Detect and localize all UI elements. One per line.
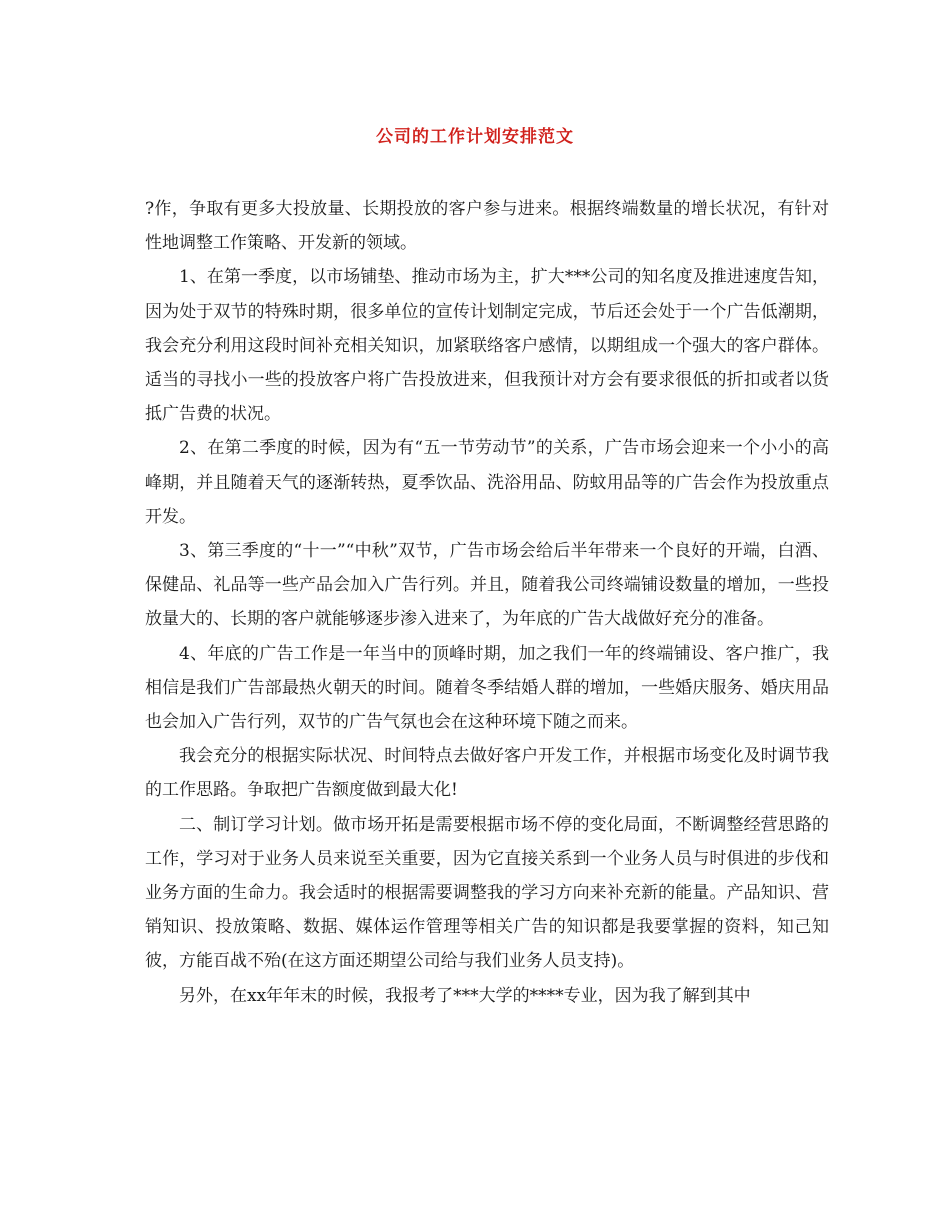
paragraph: 1、在第一季度，以市场铺垫、推动市场为主，扩大***公司的知名度及推进速度告知，因为处于双节的特殊时期，很多单位的宣传计划制定完成，节后还会处于一个广告低潮期，我会充分利用这段时间补充相关知识，加紧联络客户感情，以期组成一个强大的客户群体。适当的寻找小一些的投放客户将广告投放进来，但我预计对方会有要求很低的折扣或者以货抵广告费的状况。: [145, 267, 829, 425]
document-title: 公司的工作计划安排范文: [376, 127, 574, 147]
paragraph: 二、制订学习计划。做市场开拓是需要根据市场不停的变化局面，不断调整经营思路的工作，学习对于业务人员来说至关重要，因为它直接关系到一个业务人员与时俱进的步伐和业务方面的生命力。我会适时的根据需要调整我的学习方向来补充新的能量。产品知识、营销知识、投放策略、数据、媒体运作管理等相关广告的知识都是我要掌握的资料，知己知彼，方能百战不殆(在这方面还期望公司给与我们业务人员支持)。: [145, 814, 829, 972]
paragraph: 3、第三季度的“十一”“中秋”双节，广告市场会给后半年带来一个良好的开端，白酒、保健品、礼品等一些产品会加入广告行列。并且，随着我公司终端铺设数量的增加，一些投放量大的、长期的客户就能够逐步渗入进来了，为年底的广告大战做好充分的准备。: [145, 541, 829, 630]
document-body: [145, 192, 829, 1013]
paragraph: 我会充分的根据实际状况、时间特点去做好客户开发工作，并根据市场变化及时调节我的工作思路。争取把广告额度做到最大化!: [145, 746, 829, 801]
paragraph: 4、年底的广告工作是一年当中的顶峰时期，加之我们一年的终端铺设、客户推广，我相信是我们广告部最热火朝天的时间。随着冬季结婚人群的增加，一些婚庆服务、婚庆用品也会加入广告行列，双节的广告气氛也会在这种环境下随之而来。: [145, 643, 829, 733]
paragraph: ?作，争取有更多大投放量、长期投放的客户参与进来。根据终端数量的增长状况，有针对性地调整工作策略、开发新的领域。: [145, 199, 829, 254]
paragraph: 另外，在xx年年末的时候，我报考了***大学的****专业，因为我了解到其中: [179, 985, 751, 1006]
paragraph: 2、在第二季度的时候，因为有“五一节劳动节”的关系，广告市场会迎来一个小小的高峰期，并且随着天气的逐渐转热，夏季饮品、洗浴用品、防蚊用品等的广告会作为投放重点开发。: [145, 438, 829, 527]
